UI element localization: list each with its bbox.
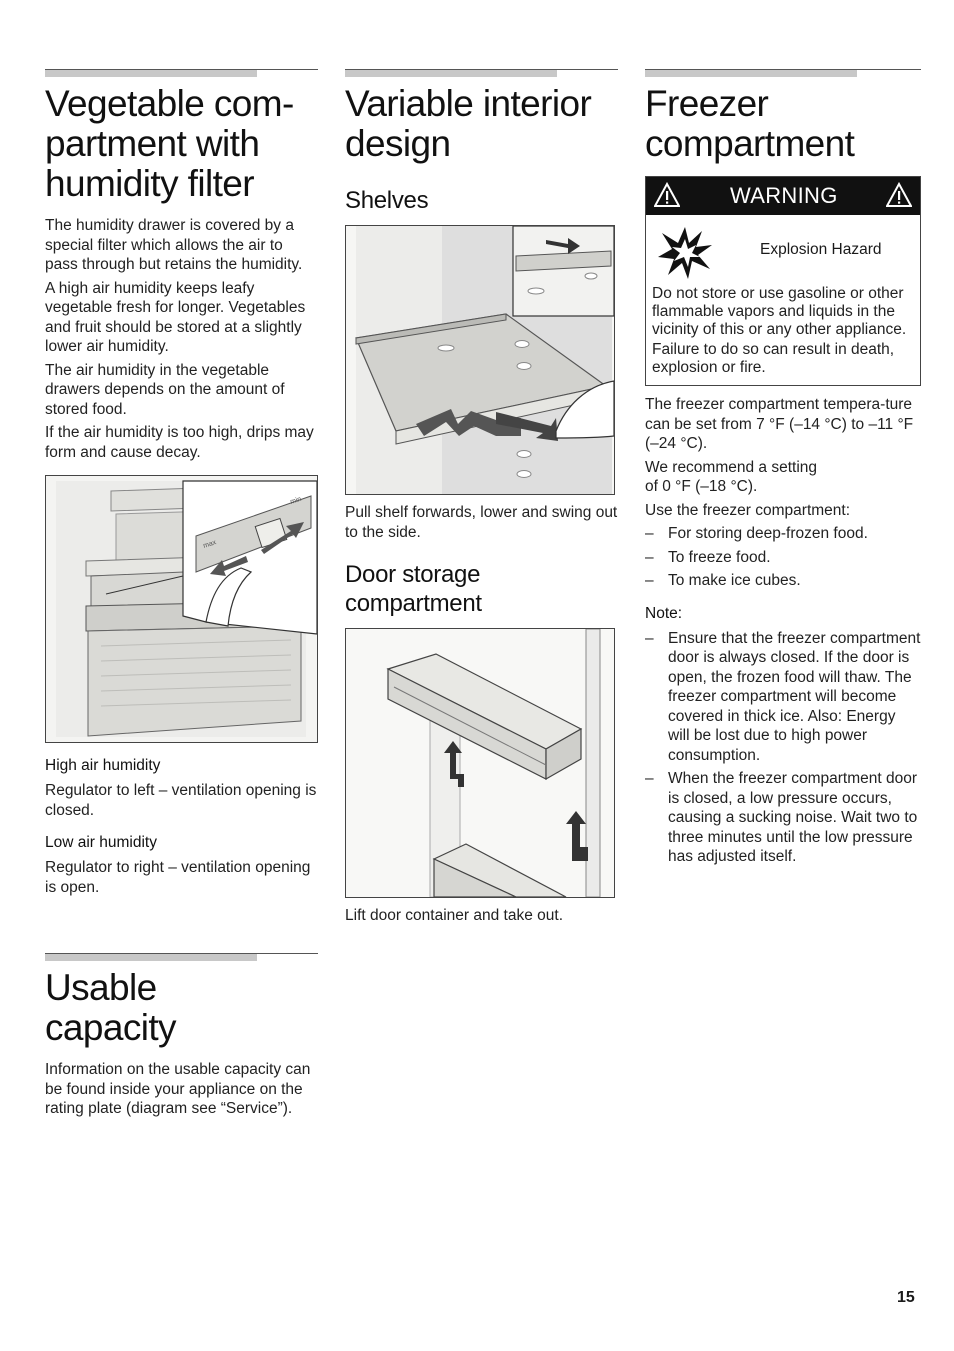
page-number: 15 (897, 1289, 915, 1306)
heading-freezer-compartment: Freezer compartment (645, 83, 855, 164)
shelves-caption: Pull shelf forwards, lower and swing out to the side. (345, 504, 618, 541)
warning-triangle-icon (886, 182, 912, 208)
warning-text: Failure to do so can result in death, explosion or fire. (652, 341, 895, 376)
shelf-removal-illustration (345, 225, 615, 495)
heading-usable-capacity: Usable capacity (45, 967, 176, 1048)
list-item: – Ensure that the freezer compartment door is always closed. If the door is open, the frozen food will thaw. The freezer compartment will become covered in thick ice. Also: Energy will be lost due to high power consumption. (645, 629, 921, 766)
section-rule (45, 953, 318, 962)
column-vegetable (45, 69, 318, 901)
note-label: Note: (645, 604, 683, 622)
explosion-icon (656, 223, 714, 281)
paragraph: A high air humidity keeps leafy vegetable fresh for longer. Vegetables and fruit should be stored at a slightly lower air humidity. (45, 279, 306, 355)
use-list (645, 524, 921, 591)
hazard-title: Explosion Hazard (760, 241, 882, 258)
warning-triangle-icon (654, 182, 680, 208)
heading-shelves: Shelves (345, 187, 429, 214)
heading-variable-interior: Variable interior design (345, 83, 592, 164)
high-humidity-title: High air humidity (45, 757, 161, 774)
warning-box (645, 176, 921, 386)
high-humidity-text: Regulator to left – ventilation opening is closed. (45, 782, 317, 819)
min-label: min (289, 495, 303, 506)
section-rule (45, 69, 318, 78)
column-freezer (645, 69, 921, 873)
list-item: – For storing deep-frozen food. (645, 524, 921, 544)
list-item: – To freeze food. (645, 548, 921, 568)
max-label: max (202, 539, 218, 550)
column-interior-design (345, 69, 618, 930)
warning-header (646, 177, 920, 215)
paragraph: The humidity drawer is covered by a special filter which allows the air to pass through but retains the humidity. (45, 217, 303, 273)
heading-door-storage: Door storage compartment (345, 561, 482, 617)
list-item: – When the freezer compartment door is closed, a low pressure occurs, causing a sucking noise. Wait two to three minutes until the low pressure has adjusted itself. (645, 769, 921, 867)
low-humidity-title: Low air humidity (45, 834, 157, 851)
heading-vegetable-compartment: Vegetable com- partment with humidity filter (45, 83, 294, 204)
section-usable-capacity (45, 953, 318, 1123)
list-item: – To make ice cubes. (645, 571, 921, 591)
note-list (645, 629, 921, 867)
usable-capacity-text: Information on the usable capacity can be found inside your appliance on the rating plate (diagram see “Service”). (45, 1061, 311, 1117)
door-container-illustration (345, 628, 615, 898)
hazard-row (652, 215, 914, 285)
humidity-drawer-illustration (45, 475, 318, 743)
door-caption: Lift door container and take out. (345, 907, 564, 924)
section-rule (345, 69, 618, 78)
paragraph: If the air humidity is too high, drips may form and cause decay. (45, 424, 314, 461)
paragraph: The air humidity in the vegetable drawers depends on the amount of stored food. (45, 361, 285, 418)
low-humidity-text: Regulator to right – ventilation opening is open. (45, 859, 311, 896)
recommended-setting-text: We recommend a setting of 0 °F (–18 °C). (645, 458, 818, 495)
freezer-temperature-text: The freezer compartment tempera-ture can be set from 7 °F (–14 °C) to –11 °F (–24 °C). (645, 396, 914, 452)
warning-text: Do not store or use gasoline or other flammable vapors and liquids in the vicinity of this or any other appliance. (652, 285, 907, 338)
section-rule (645, 69, 921, 78)
warning-label: WARNING (730, 183, 838, 208)
use-intro-text: Use the freezer compartment: (645, 501, 851, 519)
